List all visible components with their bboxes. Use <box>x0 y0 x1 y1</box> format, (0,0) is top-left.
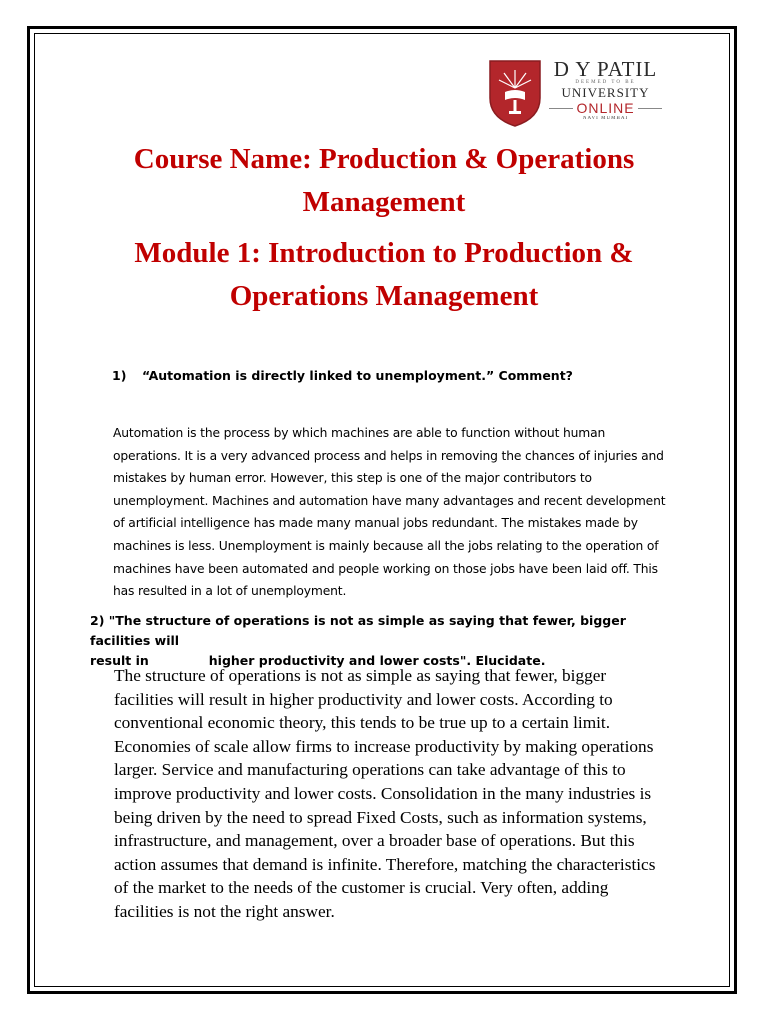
answer-1-line: operations. It is a very advanced process and helps in removing the chances of injuries and <box>113 448 664 463</box>
answer-2-line: facilities will result in higher productivity and lower costs. According to <box>114 689 613 709</box>
module-title-line-2: Operations Management <box>229 280 539 312</box>
answer-2-line: facilities is not the right answer. <box>114 901 335 921</box>
answer-1-line: machines have been automated and people working on those jobs have been laid off. This <box>113 561 658 576</box>
answer-1-line: has resulted in a lot of unemployment. <box>113 584 347 599</box>
course-title <box>80 138 688 224</box>
question-2-line-2a: result in <box>90 653 149 668</box>
logo-city-text: NAVI MUMBAI <box>582 116 629 121</box>
logo-university-text: UNIVERSITY <box>561 85 650 100</box>
answer-1 <box>113 422 678 603</box>
logo-deemed-text: DEEMED TO BE <box>575 80 636 85</box>
answer-1-line: Automation is the process by which machines are able to function without human <box>113 426 606 440</box>
university-crest-icon <box>487 58 543 128</box>
module-title <box>80 232 688 318</box>
answer-1-line: mistakes by human error. However, this step is one of the major contributors to <box>113 471 592 486</box>
answer-2-line: action assumes that demand is infinite. Therefore, matching the characteristics <box>114 854 656 874</box>
dy-patil-logo <box>487 58 662 128</box>
question-2 <box>90 611 690 671</box>
answer-2-line: of the market to the needs of the customer is crucial. Very often, adding <box>114 878 609 898</box>
logo-online-text: ONLINE <box>573 100 637 116</box>
answer-2-line: Economies of scale allow firms to increase productivity by making operations <box>114 736 654 756</box>
answer-2-line: being driven by the need to spread Fixed Costs, such as information systems, <box>114 807 647 827</box>
question-1-number: 1) <box>112 368 127 383</box>
answer-2-line: improve productivity and lower costs. Consolidation in the many industries is <box>114 783 652 803</box>
question-1-text: “Automation is directly linked to unemployment.” Comment? <box>142 368 573 383</box>
answer-1-line: unemployment. Machines and automation have many advantages and recent development <box>113 493 666 508</box>
question-2-line-2b: higher productivity and lower costs". Elucidate. <box>208 653 546 668</box>
answer-2 <box>114 664 714 924</box>
course-title-line-2: Management <box>302 186 466 218</box>
course-title-line-1: Course Name: Production & Operations <box>133 143 635 175</box>
question-1 <box>112 368 573 383</box>
answer-1-line: machines is less. Unemployment is mainly because all the jobs relating to the operation of <box>113 538 659 553</box>
logo-brand-name: D Y PATIL <box>553 57 658 81</box>
answer-1-line: of artificial intelligence has made many manual jobs redundant. The mistakes made by <box>113 516 638 531</box>
answer-2-line: larger. Service and manufacturing operations can take advantage of this to <box>114 760 626 780</box>
answer-2-line: conventional economic theory, this tends to be true up to a certain limit. <box>114 713 611 733</box>
module-title-line-1: Module 1: Introduction to Production & <box>134 237 634 269</box>
answer-2-line: The structure of operations is not as simple as saying that fewer, bigger <box>114 666 607 685</box>
answer-2-line: infrastructure, and management, over a broader base of operations. But this <box>114 831 635 851</box>
question-2-line-1: 2) "The structure of operations is not as simple as saying that fewer, bigger facilities will <box>90 613 626 648</box>
